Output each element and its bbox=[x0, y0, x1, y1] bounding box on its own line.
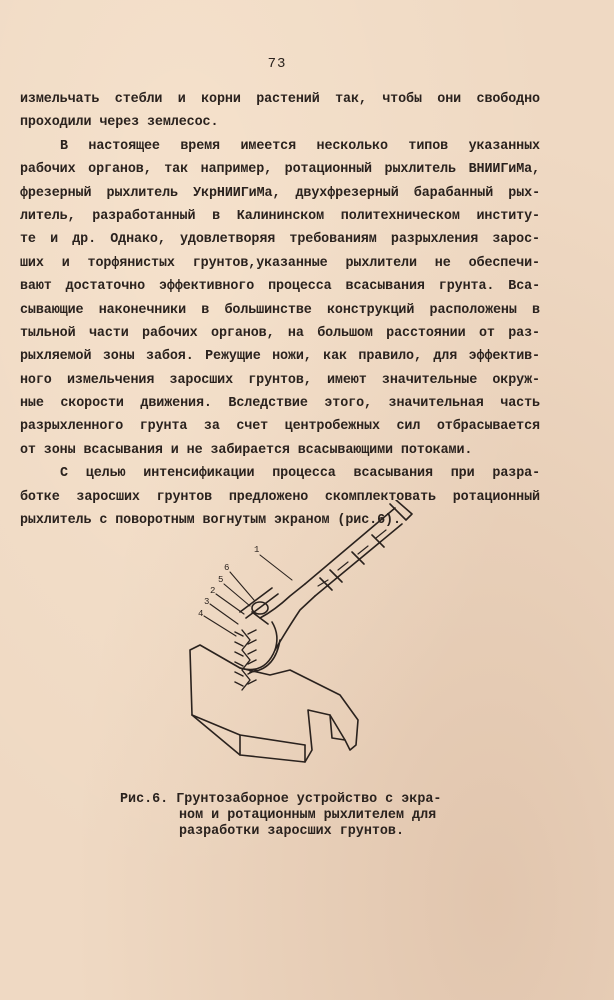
text-line: ших и торфянистых грунтов,указанные рыхлители не обеспечи- bbox=[20, 255, 540, 271]
caption-line: разработки заросших грунтов. bbox=[179, 824, 404, 839]
text-line: вают достаточно эффективного процесса всасывания грунта. Вса- bbox=[20, 279, 540, 295]
figure-label-3: 3 bbox=[204, 597, 210, 607]
suction-pipe bbox=[305, 508, 395, 584]
body-text bbox=[20, 88, 540, 532]
figure-label-5: 5 bbox=[218, 575, 224, 585]
text-line: от зоны всасывания и не забирается всасывающими потоками. bbox=[20, 442, 473, 458]
text-line: разрыхленного грунта за счет центробежных сил отбрасывается bbox=[20, 419, 540, 435]
text-line: проходили через землесос. bbox=[20, 115, 219, 131]
caption-line: ном и ротационным рыхлителем для bbox=[179, 808, 437, 823]
screen-housing bbox=[190, 645, 358, 762]
text-line: ботке заросших грунтов предложено скомплектовать ротационный bbox=[20, 489, 540, 505]
caption-line: Рис.6. Грунтозаборное устройство с экра- bbox=[120, 792, 442, 807]
text-line: С целью интенсификации процесса всасывания при разра- bbox=[60, 466, 540, 482]
figure-label-4: 4 bbox=[198, 609, 204, 619]
text-line: тыльной части рабочих органов, на большом расстоянии от раз- bbox=[20, 325, 540, 341]
text-line: те и др. Однако, удовлетворяя требованиям разрыхления зарос- bbox=[20, 232, 540, 248]
page-number: 73 bbox=[267, 56, 287, 72]
text-line: ные скорости движения. Вследствие этого, значительная часть bbox=[20, 396, 540, 412]
text-line: В настоящее время имеется несколько типов указанных bbox=[60, 138, 540, 154]
figure-caption bbox=[120, 792, 480, 840]
text-line: рыхлитель с поворотным вогнутым экраном (рис.6). bbox=[20, 513, 401, 529]
figure-label-6: 6 bbox=[224, 563, 230, 573]
text-line: измельчать стебли и корни растений так, чтобы они свободно bbox=[20, 92, 540, 107]
text-line: рабочих органов, так например, ротационный рыхлитель ВНИИГиМа, bbox=[20, 162, 540, 178]
figure-label-2: 2 bbox=[210, 586, 216, 596]
figure-label-1: 1 bbox=[254, 545, 260, 555]
text-line: фрезерный рыхлитель УкрНИИГиМа, двухфрезерный барабанный рых- bbox=[20, 185, 540, 201]
text-line: сывающие наконечники в большинстве конструкций расположены в bbox=[20, 302, 540, 318]
text-line: рыхляемой зоны забоя. Режущие ножи, как правило, для эффектив- bbox=[20, 349, 540, 365]
text-line: ного измельчения заросших грунтов, имеют значительные окруж- bbox=[20, 372, 540, 388]
text-line: литель, разработанный в Калининском политехническом институ- bbox=[20, 208, 540, 224]
cutter-knives bbox=[235, 630, 256, 690]
figure-6-drawing bbox=[180, 500, 420, 790]
